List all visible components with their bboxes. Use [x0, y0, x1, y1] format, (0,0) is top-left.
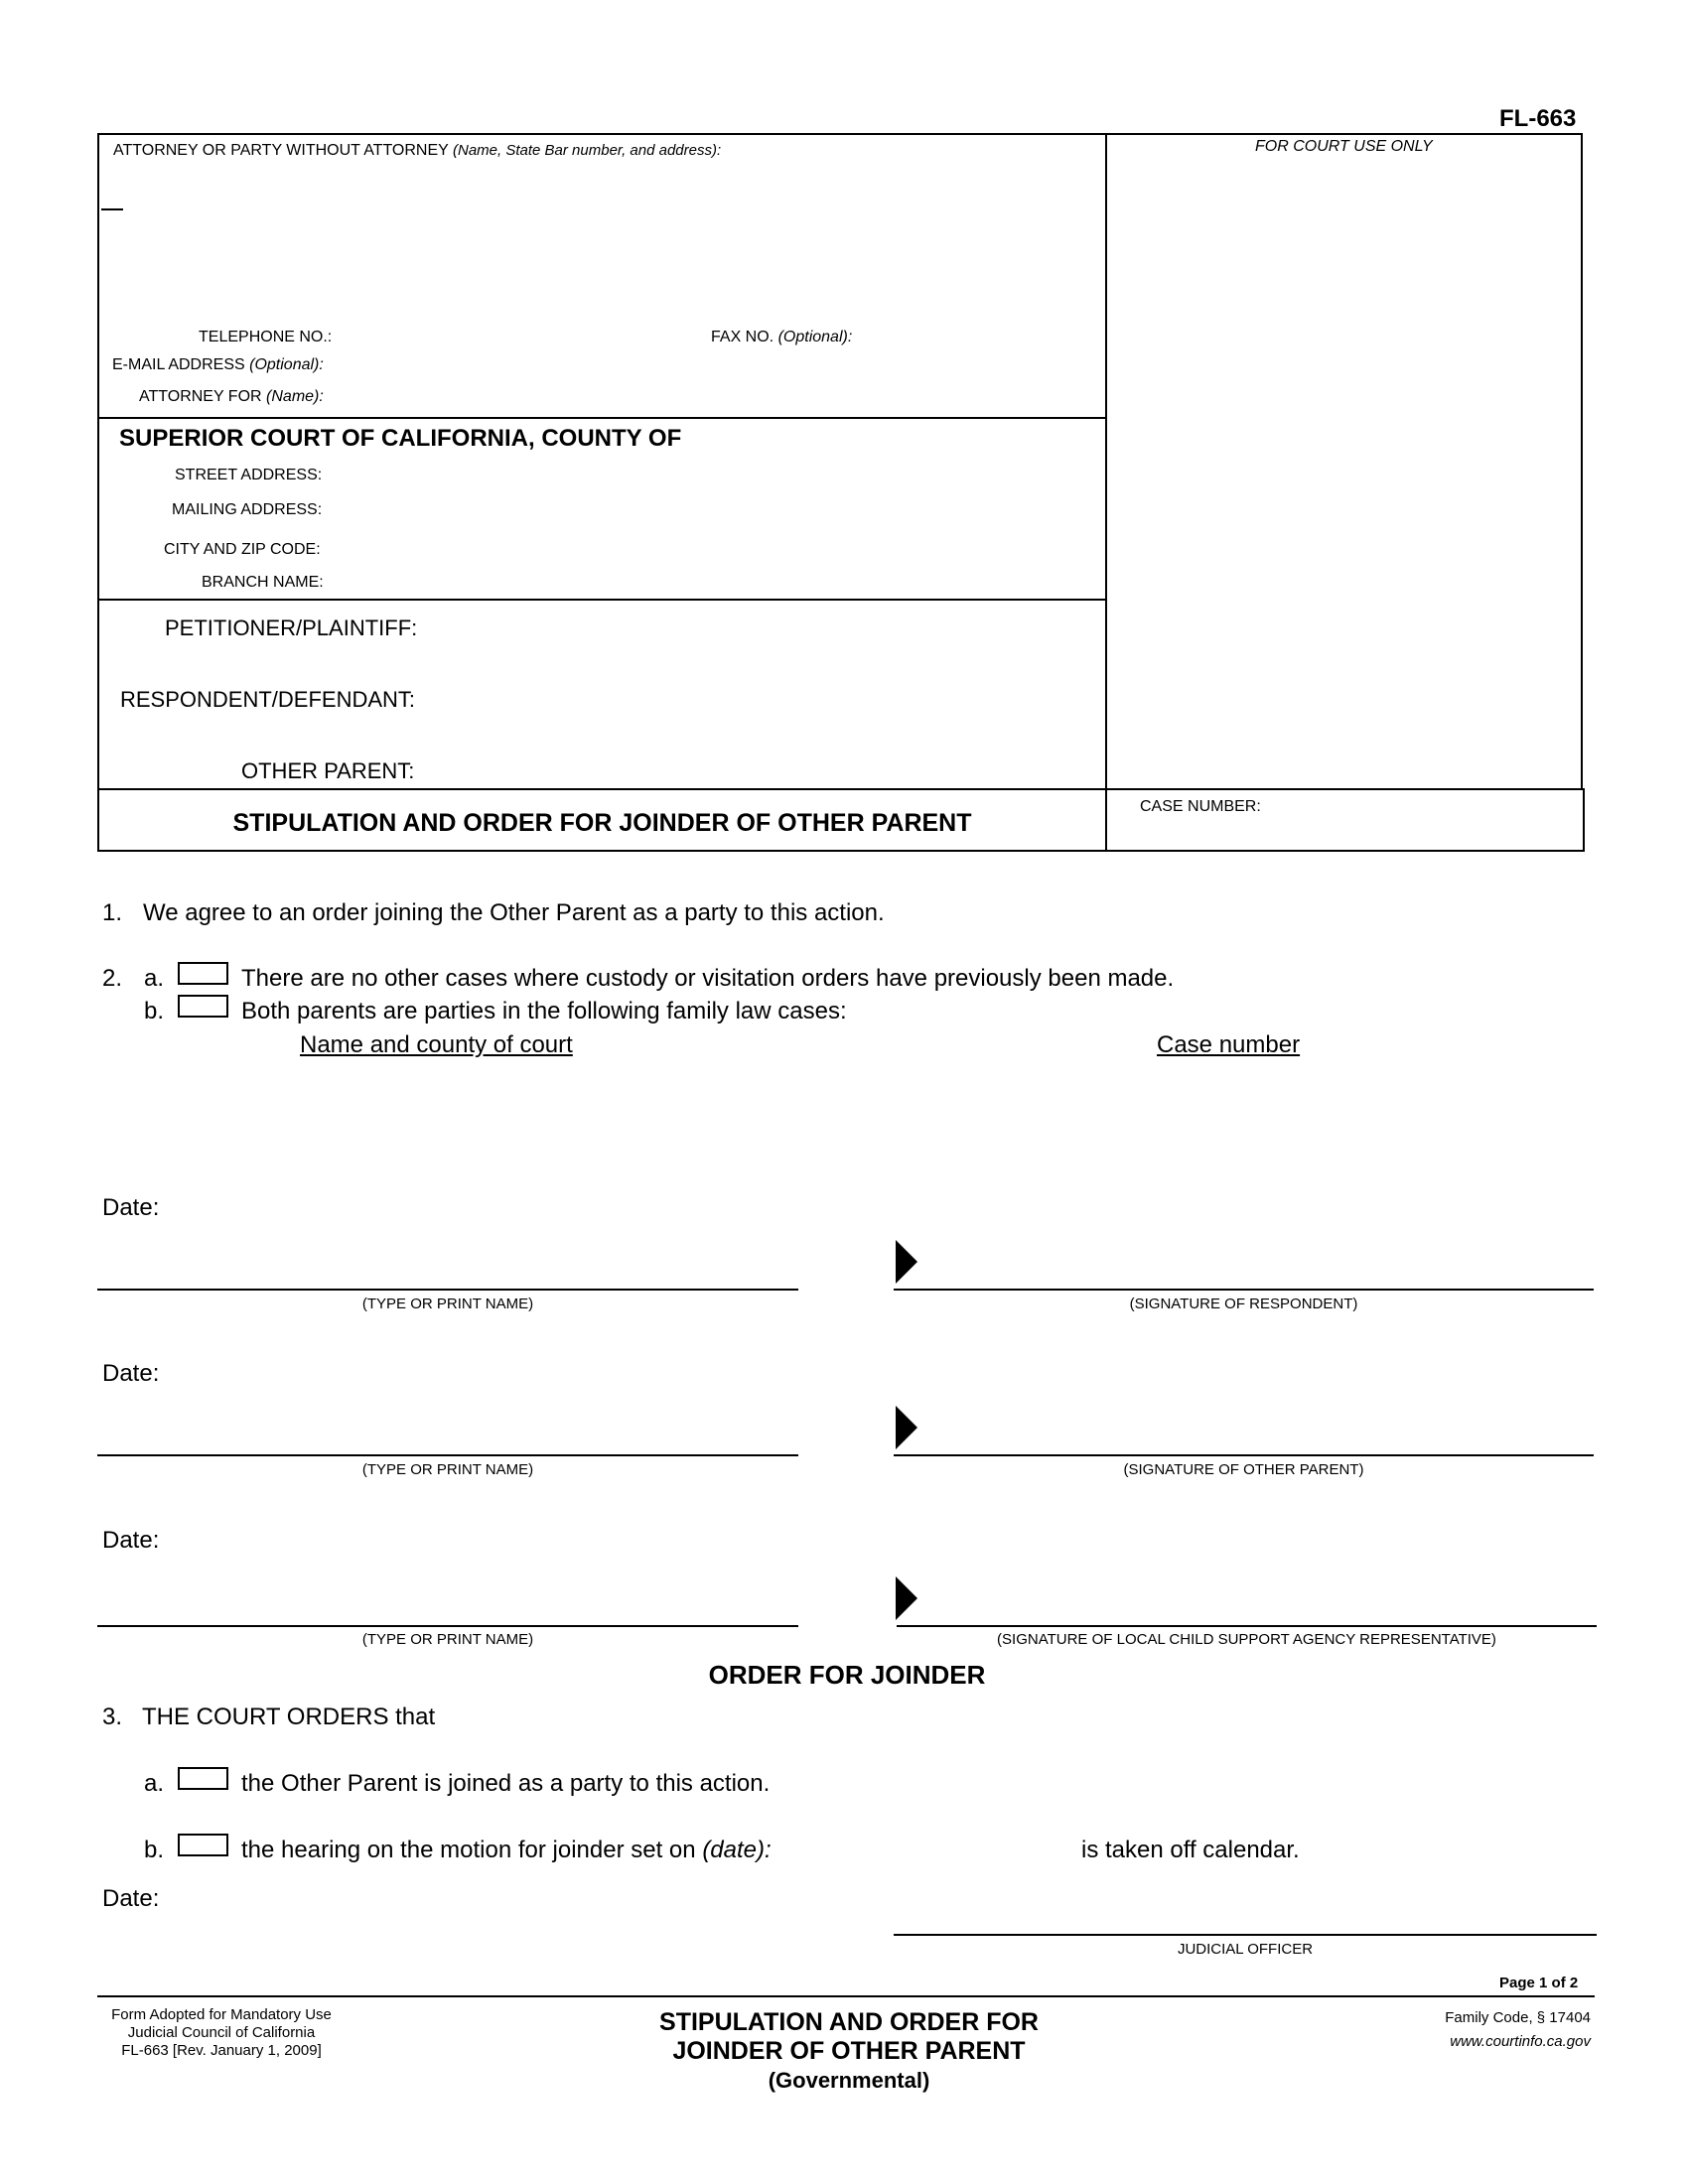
signature-arrow-2	[896, 1406, 917, 1449]
attorney-name-field[interactable]	[113, 171, 1090, 322]
fax-label-text: FAX NO.	[711, 329, 774, 345]
signature-arrow-3	[896, 1576, 917, 1620]
petitioner-label: PETITIONER/PLAINTIFF:	[165, 615, 418, 640]
email-label	[112, 356, 324, 374]
other-parent-signature-field[interactable]	[928, 1418, 1588, 1449]
divider-court	[97, 599, 1107, 601]
fax-label	[711, 329, 852, 346]
order-b-tail: is taken off calendar.	[1081, 1837, 1300, 1863]
city-zip-label: CITY AND ZIP CODE:	[164, 541, 321, 558]
date-field-3[interactable]	[179, 1524, 580, 1554]
email-field[interactable]	[343, 351, 1091, 379]
street-address-label: STREET ADDRESS:	[175, 467, 323, 483]
email-label-text: E-MAIL ADDRESS	[112, 356, 245, 373]
date-label-3: Date:	[102, 1527, 160, 1554]
date-label-2: Date:	[102, 1360, 160, 1387]
family-law-cases-field[interactable]	[199, 1072, 1056, 1134]
order-date-label: Date:	[102, 1885, 160, 1912]
email-optional: (Optional):	[249, 356, 324, 373]
signature-line-2	[894, 1454, 1594, 1456]
agency-signature-field[interactable]	[928, 1588, 1593, 1620]
attorney-for-text: ATTORNEY FOR	[139, 388, 262, 405]
telephone-field[interactable]	[343, 324, 694, 351]
branch-name-label: BRANCH NAME:	[202, 574, 324, 591]
signature-caption-respondent: (SIGNATURE OF RESPONDENT)	[1129, 1296, 1358, 1312]
print-name-caption-3: (TYPE OR PRINT NAME)	[361, 1631, 534, 1648]
print-name-field-1[interactable]	[103, 1253, 792, 1285]
street-address-field[interactable]	[343, 462, 1091, 489]
footer-references	[1291, 2006, 1591, 2054]
form-title: STIPULATION AND ORDER FOR JOINDER OF OTHER PARENT	[232, 809, 972, 837]
footer-title-line-2: JOINDER OF OTHER PARENT	[672, 2037, 1026, 2065]
adoption-line-1: Form Adopted for Mandatory Use	[111, 2006, 332, 2023]
date-field-2[interactable]	[179, 1357, 580, 1387]
court-use-label: FOR COURT USE ONLY	[1255, 138, 1433, 155]
case-number-field[interactable]	[1122, 820, 1573, 850]
case-column-header: Case number	[1157, 1031, 1301, 1058]
court-use-box	[1105, 133, 1583, 790]
footer-title-line-3: (Governmental)	[768, 2068, 930, 2093]
order-a-letter: a.	[144, 1770, 165, 1797]
item2-number: 2.	[102, 965, 123, 992]
fax-field[interactable]	[864, 324, 1096, 351]
form-id: FL-663	[1499, 105, 1577, 132]
print-name-caption-2: (TYPE OR PRINT NAME)	[361, 1461, 534, 1478]
signature-arrow-1	[896, 1240, 917, 1284]
telephone-label: TELEPHONE NO.:	[199, 329, 333, 345]
respondent-label: RESPONDENT/DEFENDANT:	[120, 687, 416, 712]
branch-name-field[interactable]	[343, 569, 1091, 597]
print-name-line-3	[97, 1625, 798, 1627]
court-column-header: Name and county of court	[300, 1031, 573, 1058]
item2a-checkbox[interactable]	[178, 962, 228, 985]
signature-line-3	[897, 1625, 1597, 1627]
order-heading: ORDER FOR JOINDER	[708, 1660, 986, 1690]
attorney-label	[113, 142, 721, 160]
footer-title	[496, 2008, 1201, 2095]
item2a-text: There are no other cases where custody or visitation orders have previously been made.	[241, 965, 1175, 992]
print-name-field-2[interactable]	[103, 1418, 792, 1449]
signature-line-1	[894, 1289, 1594, 1291]
hearing-date-field[interactable]	[804, 1834, 1076, 1863]
order-b-checkbox[interactable]	[178, 1834, 228, 1856]
petitioner-field[interactable]	[427, 614, 1096, 643]
item2b-text: Both parents are parties in the following family law cases:	[241, 998, 847, 1024]
mailing-address-field[interactable]	[343, 496, 1091, 524]
mailing-address-label: MAILING ADDRESS:	[172, 501, 323, 518]
divider-parties	[97, 788, 1107, 790]
footer-title-line-1: STIPULATION AND ORDER FOR	[659, 2008, 1039, 2036]
other-parent-field[interactable]	[427, 756, 1096, 786]
date-field-1[interactable]	[179, 1191, 580, 1221]
respondent-signature-field[interactable]	[928, 1253, 1588, 1285]
attorney-for-label	[139, 388, 324, 406]
item3-text: THE COURT ORDERS that	[142, 1704, 436, 1730]
signature-caption-agency: (SIGNATURE OF LOCAL CHILD SUPPORT AGENCY REPRESENTATIVE)	[997, 1631, 1496, 1648]
judicial-officer-signature-field[interactable]	[899, 1898, 1588, 1930]
print-name-line-1	[97, 1289, 798, 1291]
print-name-line-2	[97, 1454, 798, 1456]
family-code-ref: Family Code, § 17404	[1445, 2009, 1591, 2026]
order-a-text: the Other Parent is joined as a party to this action.	[241, 1770, 771, 1797]
attorney-label-text: ATTORNEY OR PARTY WITHOUT ATTORNEY	[113, 142, 449, 159]
divider-attorney	[97, 417, 1107, 419]
order-b-text-main: the hearing on the motion for joinder set on	[241, 1837, 696, 1863]
adoption-info	[97, 2006, 346, 2060]
item2b-checkbox[interactable]	[178, 995, 228, 1018]
family-law-case-numbers-field[interactable]	[1092, 1072, 1474, 1134]
judicial-officer-caption: JUDICIAL OFFICER	[1177, 1941, 1314, 1958]
attorney-for-hint: (Name):	[266, 388, 324, 405]
order-b-text	[241, 1837, 772, 1864]
attorney-for-field[interactable]	[343, 383, 1091, 411]
page-number: Page 1 of 2	[1499, 1975, 1579, 1991]
other-parent-label: OTHER PARENT:	[241, 758, 415, 783]
adoption-line-2: Judicial Council of California	[127, 2024, 316, 2041]
signature-caption-other-parent: (SIGNATURE OF OTHER PARENT)	[1123, 1461, 1364, 1478]
item3-number: 3.	[102, 1704, 123, 1730]
footer-rule	[97, 1995, 1595, 1997]
attorney-label-hint: (Name, State Bar number, and address):	[453, 142, 722, 159]
case-number-label: CASE NUMBER:	[1140, 798, 1261, 815]
city-zip-field[interactable]	[343, 536, 1091, 564]
item2a-letter: a.	[144, 965, 165, 992]
adoption-line-3: FL-663 [Rev. January 1, 2009]	[121, 2042, 322, 2059]
date-label-1: Date:	[102, 1194, 160, 1221]
fax-optional: (Optional):	[777, 329, 853, 345]
order-b-letter: b.	[144, 1837, 165, 1863]
respondent-field[interactable]	[427, 685, 1096, 715]
print-name-field-3[interactable]	[103, 1588, 792, 1620]
item1-text: We agree to an order joining the Other Parent as a party to this action.	[143, 899, 885, 926]
court-title: SUPERIOR COURT OF CALIFORNIA, COUNTY OF	[119, 425, 682, 452]
print-name-caption-1: (TYPE OR PRINT NAME)	[361, 1296, 534, 1312]
order-a-checkbox[interactable]	[178, 1767, 228, 1790]
website-link[interactable]: www.courtinfo.ca.gov	[1450, 2033, 1591, 2050]
county-field[interactable]	[715, 425, 1096, 455]
order-date-field[interactable]	[179, 1882, 580, 1912]
judicial-officer-line	[894, 1934, 1597, 1936]
item1-number: 1.	[102, 899, 123, 926]
item2b-letter: b.	[144, 998, 165, 1024]
order-b-date-hint: (date):	[702, 1837, 772, 1863]
